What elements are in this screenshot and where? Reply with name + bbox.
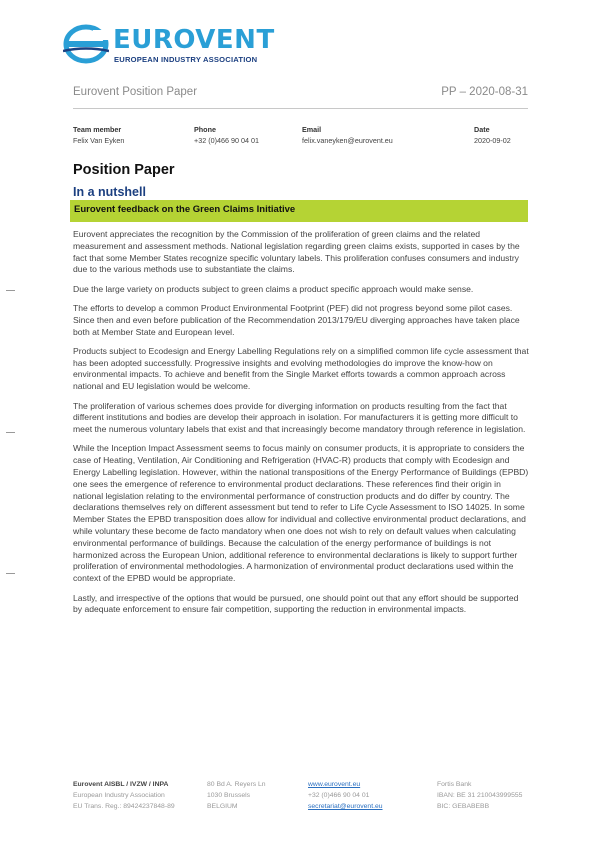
margin-mark [6, 573, 15, 574]
eurovent-e-icon [63, 24, 109, 64]
body-paragraph: Lastly, and irrespective of the options that would be pursued, one should point out that any effort should be supported by adequate enforcement to ensure fair competition, supporting the reduction in environmental impacts. [73, 592, 519, 615]
meta-phone-value: +32 (0)466 90 04 01 [194, 136, 259, 145]
meta-email-label: Email [302, 125, 322, 134]
footer-email-link[interactable]: secretariat@eurovent.eu [308, 803, 383, 810]
footer-address-line: 1030 Brussels [207, 792, 251, 799]
meta-email-value: felix.vaneyken@eurovent.eu [302, 136, 393, 145]
header-title: Eurovent Position Paper [73, 86, 198, 98]
header-divider [73, 108, 528, 109]
meta-team-value: Felix Van Eyken [73, 136, 125, 145]
footer-iban: IBAN: BE 31 210043999555 [437, 792, 523, 799]
footer-bank [437, 779, 522, 812]
footer-address-line: 80 Bd A. Reyers Ln [207, 781, 266, 788]
section-subtitle: In a nutshell [73, 185, 146, 199]
meta-phone [194, 124, 259, 146]
margin-mark [6, 290, 15, 291]
body-paragraph: While the Inception Impact Assessment seems to focus mainly on consumer products, it is appropriate to considers the case of Heating, Ventilation, Air Conditioning and Refrigeration (HVAC-R) products that comply with Ecodesign and Energy Labelling legislation. However, within the national transpositions of the Energy Performance of Buildings (EPBD) one sees the emergence of reference to environmental product declarations. These references find their origin in national legislation relating to the environmental performance of construction products and do differ by country. The declarations themselves rely on different assessment but tend to refer to Life Cycle Assessment to ISO 14025. In some Member States the EPBD transposition does allow for individual and collective environmental product declarations, and while voluntary these become de facto mandatory when one does not wish to rely on default values when calculating environmental performance of buildings. Because the calculation of the energy performance of buildings is not harmonized across the European Union, additional reference to environmental declarations is likely to support further proliferation of environmental methodologies. A harmonization of environmental product declarations used within the context of the EPBD would be appropriate. [73, 443, 529, 584]
meta-date [474, 124, 511, 146]
body-paragraph: Eurovent appreciates the recognition by the Commission of the proliferation of green claims and the related measurement and assessment methods. National legislation regarding green claims exists, supported in cases by the fact that some Member States recognize specific voluntary labels. This proliferation confuses consumers and industry due to the various methods use to substantiate the claims. [73, 229, 520, 275]
body-paragraph: Due the large variety on products subject to green claims a product specific approach would make sense. [73, 283, 474, 294]
margin-mark [6, 432, 15, 433]
highlight-text: Eurovent feedback on the Green Claims Initiative [74, 204, 296, 215]
footer-address-line: BELGIUM [207, 803, 238, 810]
footer-website-link[interactable]: www.eurovent.eu [308, 781, 361, 788]
body-paragraph: The proliferation of various schemes does provide for diverging information on products resulting from the fact that different institutions and bodies are develop their approach in isolation. For manufacturers it is getting more difficult to meet the numerous voluntary labels that exist and that increasingly become mandatory through reference in legislation. [73, 400, 526, 435]
footer-bic: BIC: GEBABEBB [437, 803, 490, 810]
meta-team-label: Team member [73, 125, 122, 134]
body-paragraph: Products subject to Ecodesign and Energy Labelling Regulations rely on a simplified common life cycle assessment that has been adopted successfully. Progressive insights and evolving methodologies do improve the know-how on environmental impacts. To achieve and benefit from the Single Market efforts towards a common approach across national and EU legislation would be welcome. [73, 345, 529, 392]
eurovent-logo [63, 24, 275, 68]
logo-tagline: EUROPEAN INDUSTRY ASSOCIATION [114, 55, 258, 64]
logo-wordmark: EUROVENT [113, 25, 275, 55]
footer-org [73, 779, 175, 812]
footer-phone: +32 (0)466 90 04 01 [308, 792, 370, 799]
body-paragraph: The efforts to develop a common Product Environmental Footprint (PEF) did not progress beyond some pilot cases. Since then and even before publication of the Recommendation 2013/179/EU diverging approaches have taken place both at Member State and European level. [73, 302, 520, 337]
footer-bank-name: Fortis Bank [437, 781, 472, 788]
footer-address [207, 779, 266, 812]
highlight-bar [70, 200, 528, 222]
meta-date-label: Date [474, 125, 490, 134]
meta-phone-label: Phone [194, 125, 216, 134]
header-reference: PP – 2020-08-31 [441, 86, 528, 98]
document-body [73, 229, 529, 624]
footer-org-line: European Industry Association [73, 792, 165, 799]
footer-org-line: EU Trans. Reg.: 89424237848-89 [73, 803, 175, 810]
page-title: Position Paper [73, 162, 175, 178]
footer-contact [308, 779, 383, 812]
meta-date-value: 2020-09-02 [474, 136, 511, 145]
meta-email [302, 124, 393, 146]
meta-team [73, 124, 124, 146]
footer-org-name: Eurovent AISBL / IVZW / INPA [73, 781, 169, 788]
